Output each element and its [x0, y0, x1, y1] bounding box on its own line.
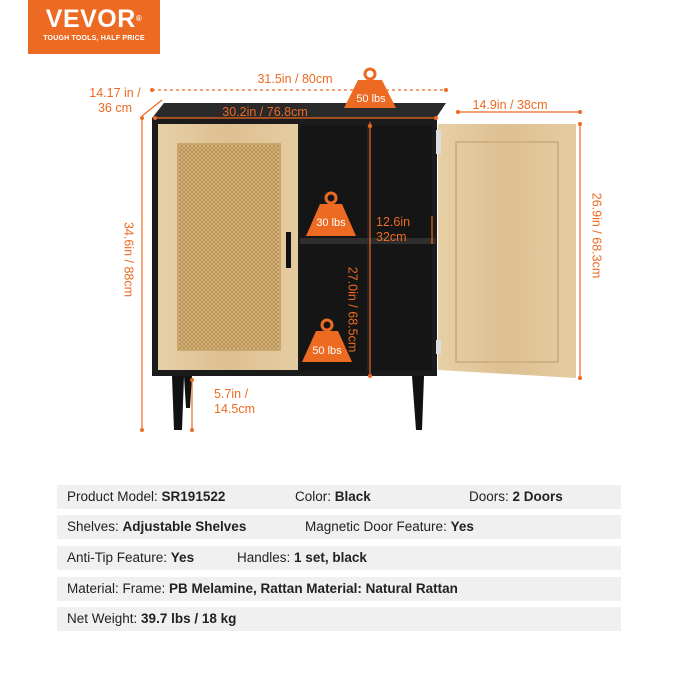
width-inner-label: 30.2in / 76.8cm — [222, 105, 308, 119]
spec-row-shelves: Shelves: Adjustable Shelves Magnetic Door Feature: Yes — [57, 515, 621, 539]
leg-height-label: 5.7in / 14.5cm — [214, 387, 255, 416]
cabinet-legs — [172, 376, 424, 430]
load-top-label: 50 lbs — [356, 93, 386, 105]
spec-row-anti-tip: Anti-Tip Feature: Yes Handles: 1 set, black — [57, 546, 621, 570]
shelf-gap-label: 12.6in 32cm — [376, 215, 411, 244]
spec-row-material: Material: Frame: PB Melamine, Rattan Material: Natural Rattan — [57, 577, 621, 601]
width-outer-label: 31.5in / 80cm — [257, 72, 333, 86]
brand-name: VEVOR® — [45, 5, 143, 33]
right-wood-door — [436, 124, 576, 378]
door-height-label: 26.9in / 68.3cm — [589, 192, 604, 279]
spec-row-model: Product Model: SR191522 Color: Black Doors: 2 Doors — [57, 485, 621, 509]
spec-row-weight: Net Weight: 39.7 lbs / 18 kg — [57, 607, 621, 631]
brand-tagline: TOUGH TOOLS, HALF PRICE — [43, 35, 145, 42]
load-bottom-label: 50 lbs — [312, 345, 342, 357]
height-total-label: 34.6in / 88cm — [121, 221, 136, 298]
left-rattan-door — [158, 124, 298, 370]
inner-height-label: 27.0in / 68.5cm — [345, 266, 360, 353]
depth-label: 14.17 in / 36 cm — [89, 86, 141, 115]
door-depth-label: 14.9in / 38cm — [472, 98, 548, 112]
load-shelf-label: 30 lbs — [316, 217, 346, 229]
